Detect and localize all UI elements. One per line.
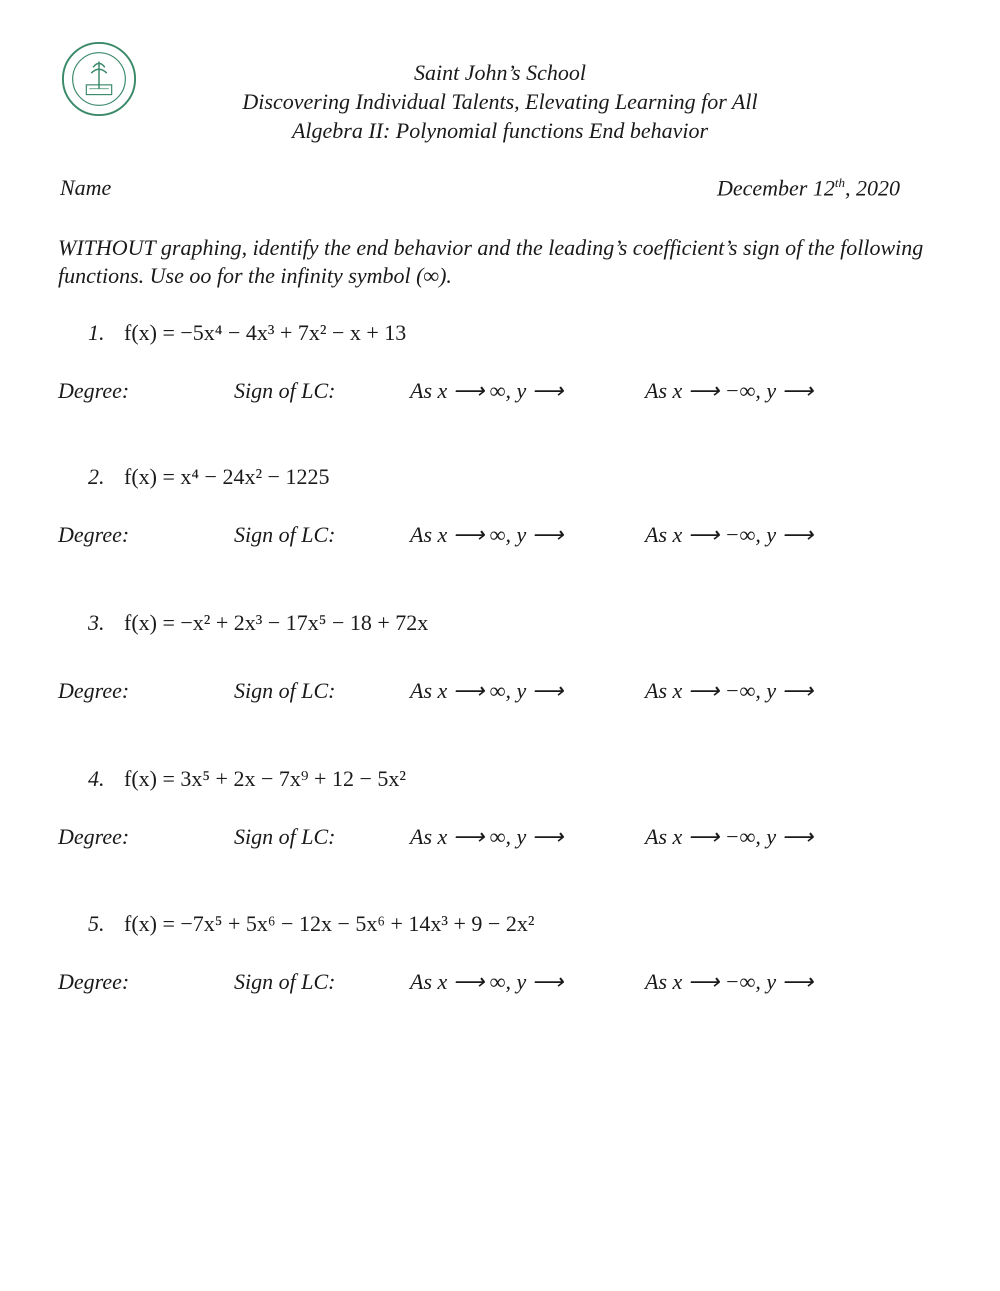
problem-equation: f(x) = 3x⁵ + 2x − 7x⁹ + 12 − 5x² (124, 766, 406, 791)
neg-inf-label: As x ⟶ −∞, y ⟶ (645, 824, 814, 849)
neg-inf-label: As x ⟶ −∞, y ⟶ (645, 378, 814, 403)
problem-number: 3. (88, 610, 105, 635)
sign-label: Sign of LC: (234, 969, 336, 994)
problem-2 (88, 464, 329, 490)
answer-row-5 (0, 969, 1000, 999)
neg-inf-label: As x ⟶ −∞, y ⟶ (645, 678, 814, 703)
problem-number: 2. (88, 464, 105, 489)
degree-label: Degree: (58, 522, 130, 547)
problem-number: 4. (88, 766, 105, 791)
neg-inf-label: As x ⟶ −∞, y ⟶ (645, 522, 814, 547)
sign-label: Sign of LC: (234, 378, 336, 403)
pos-inf-label: As x ⟶ ∞, y ⟶ (410, 522, 564, 547)
degree-label: Degree: (58, 969, 130, 994)
sign-label: Sign of LC: (234, 824, 336, 849)
answer-row-1 (0, 378, 1000, 408)
problem-4 (88, 766, 406, 792)
instructions: WITHOUT graphing, identify the end behavior and the leading’s coefficient’s sign of the following functions. Use oo for the infinity symbol (∞). (58, 235, 924, 288)
problem-1 (88, 320, 406, 346)
neg-inf-label: As x ⟶ −∞, y ⟶ (645, 969, 814, 994)
problem-3 (88, 610, 428, 636)
pos-inf-label: As x ⟶ ∞, y ⟶ (410, 969, 564, 994)
degree-label: Degree: (58, 378, 130, 403)
sign-label: Sign of LC: (234, 678, 336, 703)
pos-inf-label: As x ⟶ ∞, y ⟶ (410, 678, 564, 703)
school-motto: Discovering Individual Talents, Elevating Learning for All (242, 89, 758, 114)
course-title: Algebra II: Polynomial functions End behavior (291, 118, 709, 143)
answer-row-2 (0, 522, 1000, 552)
problem-equation: f(x) = −5x⁴ − 4x³ + 7x² − x + 13 (124, 320, 407, 345)
pos-inf-label: As x ⟶ ∞, y ⟶ (410, 824, 564, 849)
problem-equation: f(x) = −x² + 2x³ − 17x⁵ − 18 + 72x (124, 610, 429, 635)
problem-equation: f(x) = x⁴ − 24x² − 1225 (124, 464, 330, 489)
degree-label: Degree: (58, 824, 130, 849)
problem-5 (88, 911, 534, 937)
school-name: Saint John’s School (414, 60, 586, 85)
pos-inf-label: As x ⟶ ∞, y ⟶ (410, 378, 564, 403)
date-text: December 12th, 2020 (716, 175, 900, 201)
name-label: Name (60, 175, 112, 200)
degree-label: Degree: (58, 678, 130, 703)
answer-row-4 (0, 824, 1000, 854)
answer-row-3 (0, 678, 1000, 708)
problem-equation: f(x) = −7x⁵ + 5x⁶ − 12x − 5x⁶ + 14x³ + 9 − 2x² (124, 911, 535, 936)
sign-label: Sign of LC: (234, 522, 336, 547)
problem-number: 5. (88, 911, 105, 936)
problem-number: 1. (88, 320, 105, 345)
